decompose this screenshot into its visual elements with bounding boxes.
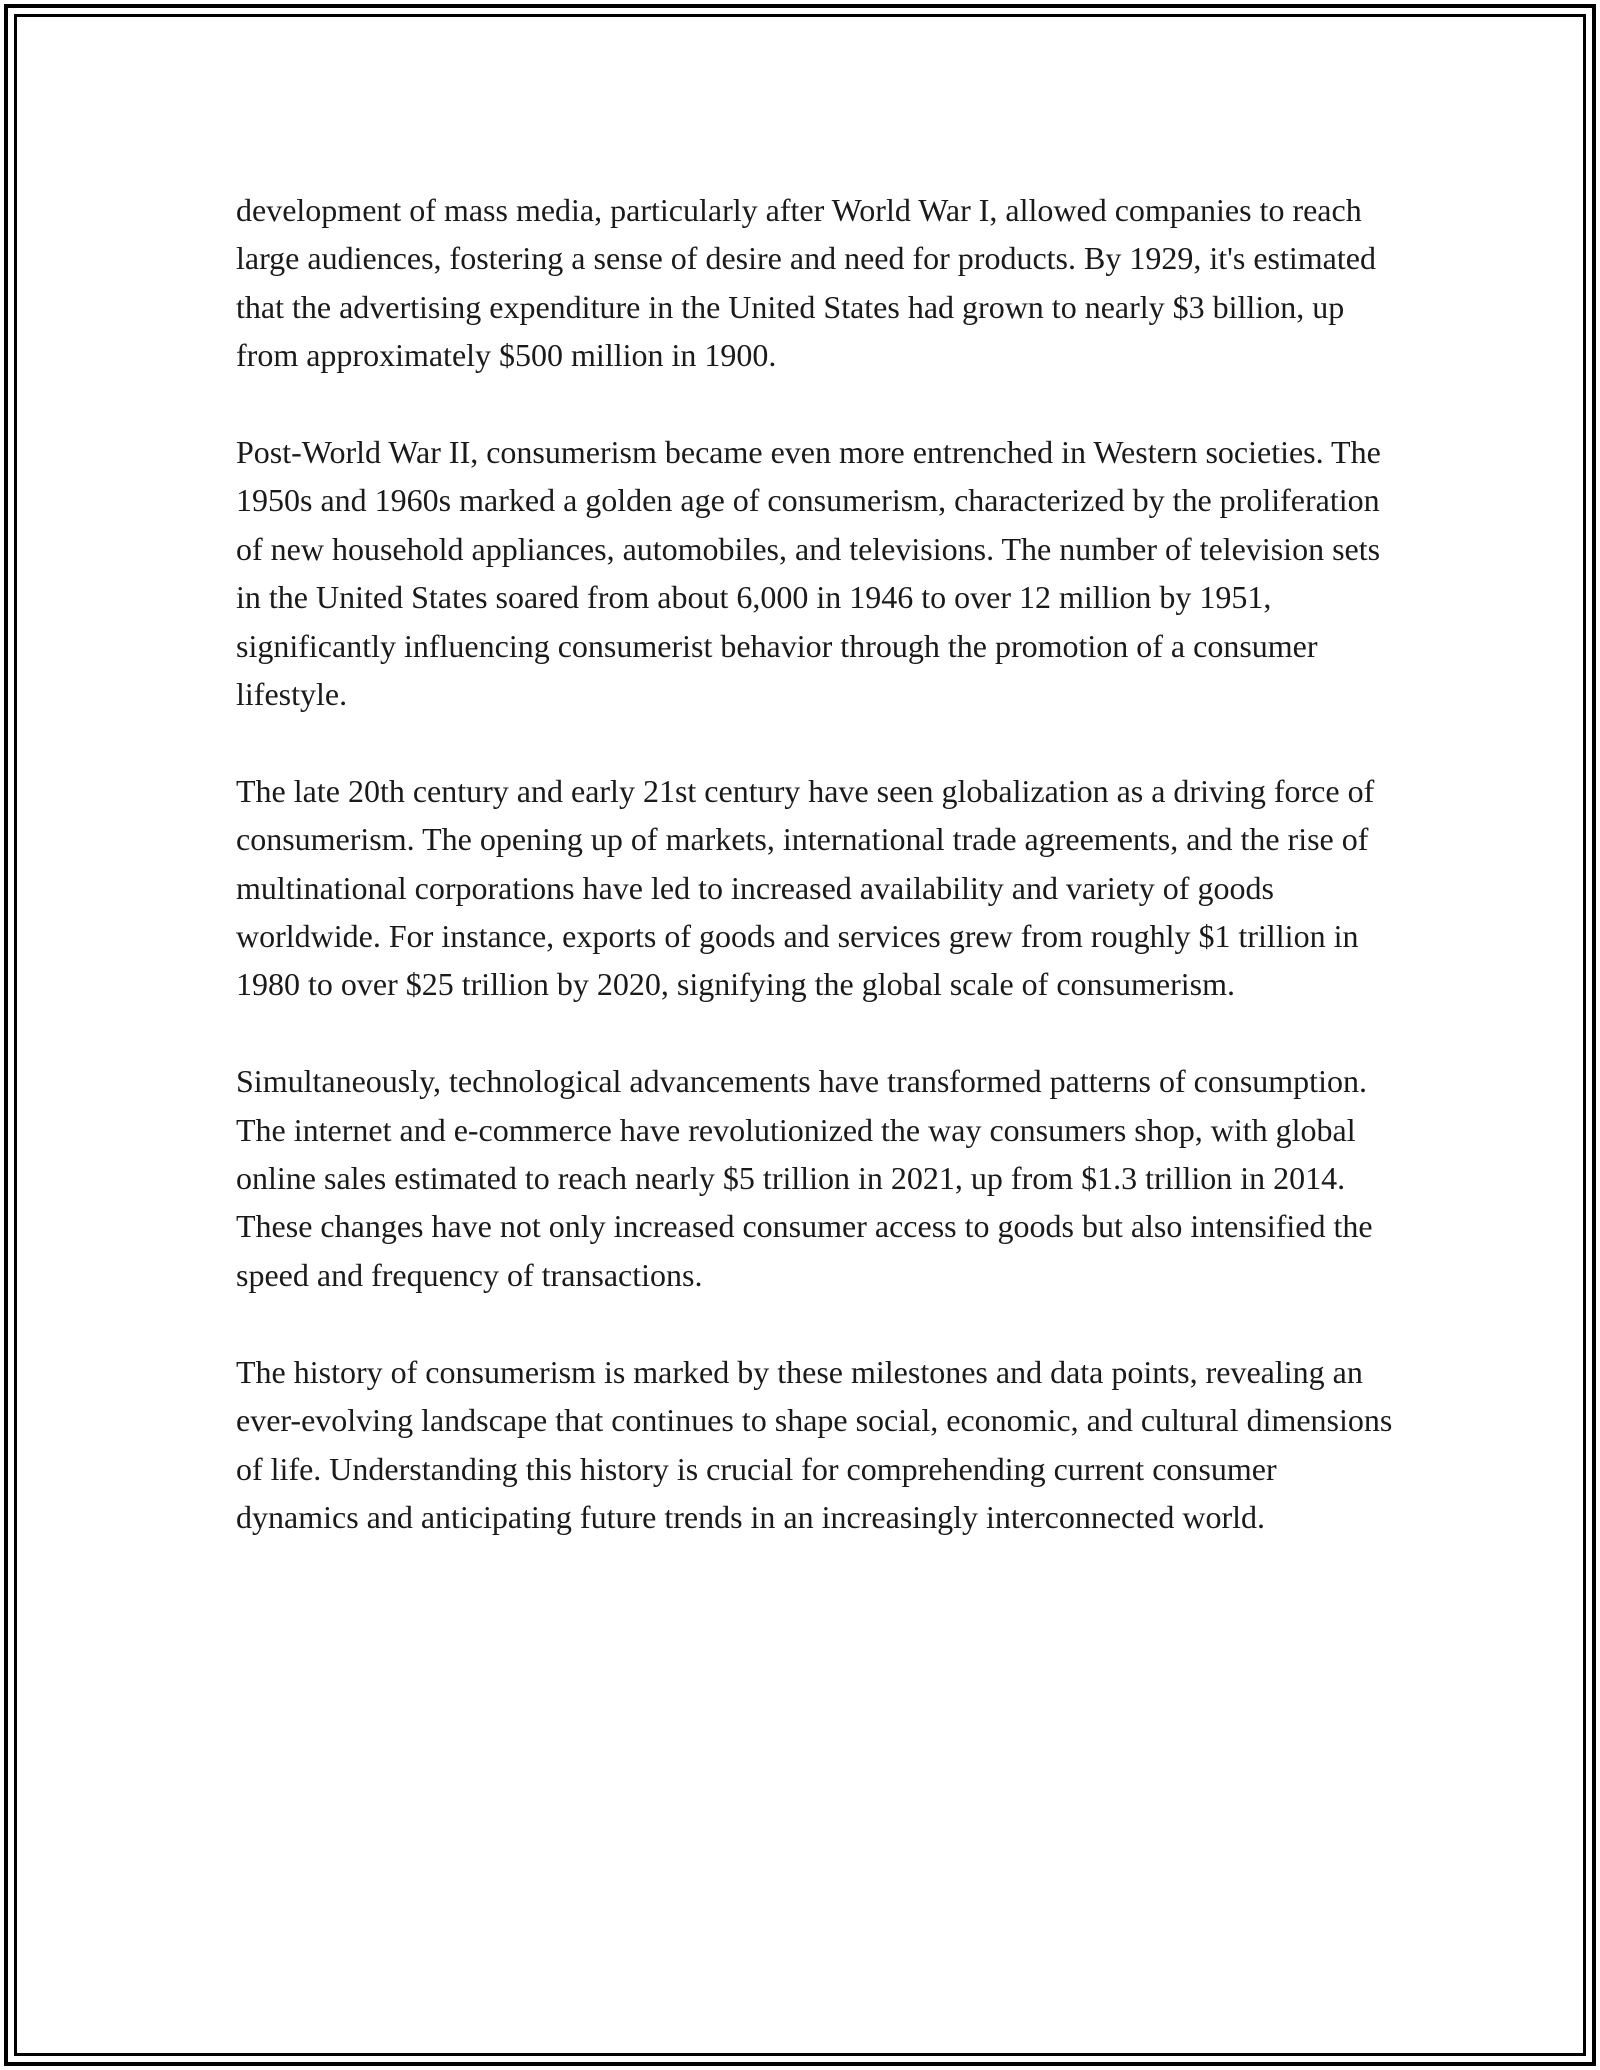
paragraph-conclusion: The history of consumerism is marked by these milestones and data points, revealing an ever-evolving landscape that continues to shape social, economic, and cultural dimensions of life. Understanding this history is crucial for comprehending current consumer dynamics and anticipating future trends in an increasingly interconnected world. (236, 1353, 1393, 1535)
document-body (236, 186, 1396, 1541)
paragraph-post-wwii: Post-World War II, consumerism became even more entrenched in Western societies. The 1950s and 1960s marked a golden age of consumerism, characterized by the proliferation of new household appliances, automobiles, and televisions. The number of television sets in the United States soared from about 6,000 in 1946 to over 12 million by 1951, significantly influencing consumerist behavior through the promotion of a consumer lifestyle. (236, 434, 1381, 713)
paragraph-mass-media: development of mass media, particularly after World War I, allowed companies to reach large audiences, fostering a sense of desire and need for products. By 1929, it's estimated that the advertising expenditure in the United States had grown to nearly $3 billion, up from approximately $500 million in 1900. (236, 192, 1376, 374)
paragraph-technology: Simultaneously, technological advancements have transformed patterns of consumption. The internet and e-commerce have revolutionized the way consumers shop, with global online sales estimated to reach nearly $5 trillion in 2021, up from $1.3 trillion in 2014. These changes have not only increased consumer access to goods but also intensified the speed and frequency of transactions. (236, 1063, 1373, 1293)
paragraph-globalization: The late 20th century and early 21st century have seen globalization as a driving force of consumerism. The opening up of markets, international trade agreements, and the rise of multinational corporations have led to increased availability and variety of goods worldwide. For instance, exports of goods and services grew from roughly $1 trillion in 1980 to over $25 trillion by 2020, signifying the global scale of consumerism. (236, 772, 1375, 1003)
